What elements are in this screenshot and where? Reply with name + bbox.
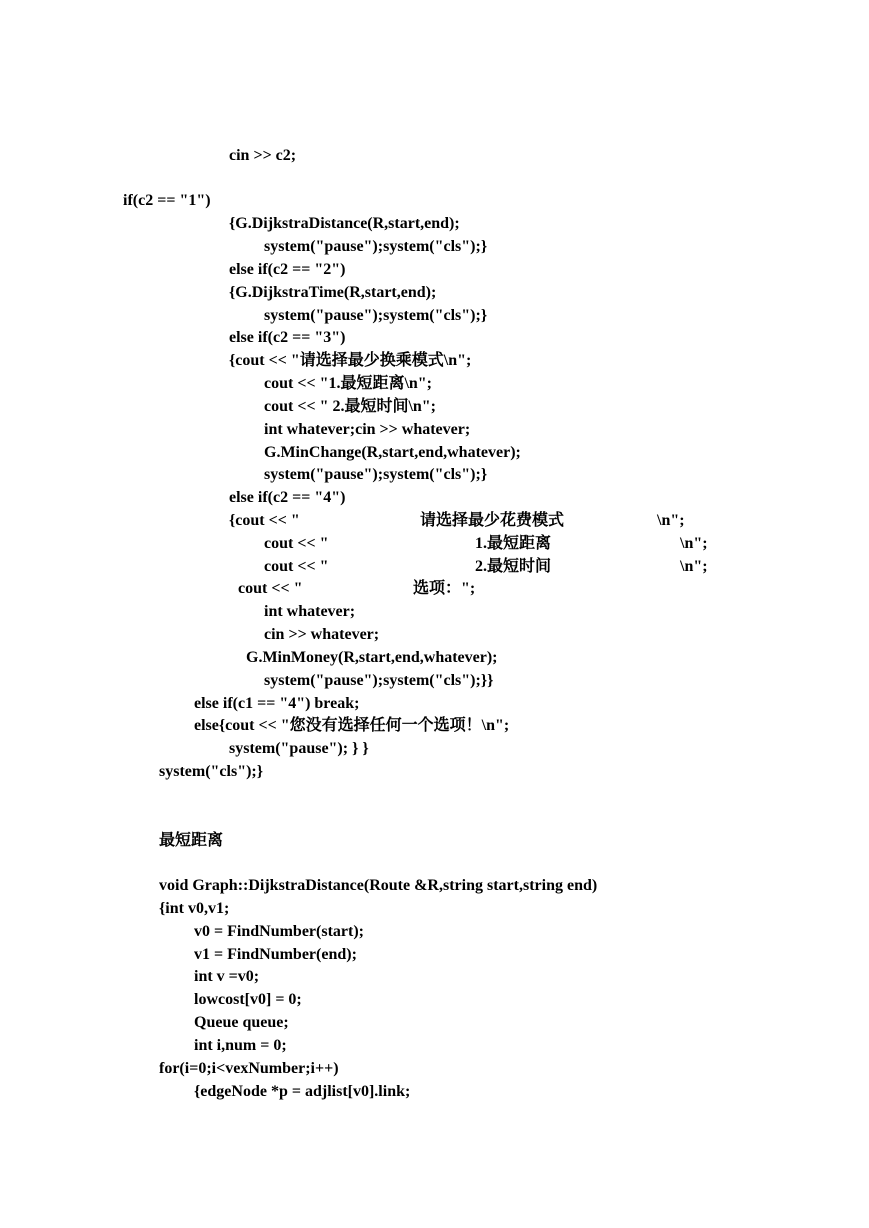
code-line: else if(c2 == "3")	[229, 329, 346, 346]
code-line: cin >> whatever;	[264, 626, 380, 643]
code-line: v0 = FindNumber(start);	[194, 923, 364, 940]
code-line-segment: 1.最短距离	[475, 535, 552, 552]
code-line: else if(c1 == "4") break;	[194, 695, 360, 712]
code-line: cin >> c2;	[229, 147, 297, 164]
code-line: {cout << "请选择最少换乘模式\n";	[229, 352, 472, 369]
code-line-segment: \n";	[680, 558, 708, 575]
code-line-segment: 请选择最少花费模式	[420, 512, 565, 529]
code-line: v1 = FindNumber(end);	[194, 946, 357, 963]
code-line: {G.DijkstraTime(R,start,end);	[229, 284, 437, 301]
code-line: else if(c2 == "2")	[229, 261, 346, 278]
code-line: system("pause");system("cls");}	[264, 307, 488, 324]
code-line: cout << "	[264, 535, 329, 552]
code-line: lowcost[v0] = 0;	[194, 991, 302, 1008]
code-line: cout << "1.最短距离\n";	[264, 375, 433, 392]
code-line: cout << "	[264, 558, 329, 575]
code-line: {int v0,v1;	[159, 900, 230, 917]
code-line: {cout << "	[229, 512, 300, 529]
code-line: else{cout << "您没有选择任何一个选项！\n";	[194, 717, 510, 734]
code-line: {G.DijkstraDistance(R,start,end);	[229, 215, 460, 232]
code-line-segment: 2.最短时间	[475, 558, 552, 575]
code-line: system("pause");system("cls");}	[264, 466, 488, 483]
code-line: if(c2 == "1")	[123, 192, 211, 209]
code-line: else if(c2 == "4")	[229, 489, 346, 506]
code-line: system("pause");system("cls");}	[264, 238, 488, 255]
code-line: cout << " 2.最短时间\n";	[264, 398, 437, 415]
code-line-segment: \n";	[680, 535, 708, 552]
code-line: int whatever;cin >> whatever;	[264, 421, 471, 438]
code-line: G.MinMoney(R,start,end,whatever);	[246, 649, 498, 666]
code-line: for(i=0;i<vexNumber;i++)	[159, 1060, 339, 1077]
code-line: Queue queue;	[194, 1014, 289, 1031]
code-line: int whatever;	[264, 603, 356, 620]
code-line: void Graph::DijkstraDistance(Route &R,string start,string end)	[159, 877, 598, 894]
code-line-segment: 选项：";	[413, 580, 476, 597]
code-line-segment: \n";	[657, 512, 685, 529]
code-line: int i,num = 0;	[194, 1037, 287, 1054]
code-line: system("cls");}	[159, 763, 264, 780]
code-line: G.MinChange(R,start,end,whatever);	[264, 444, 521, 461]
code-line: system("pause"); } }	[229, 740, 369, 757]
code-line: system("pause");system("cls");}}	[264, 672, 494, 689]
section-heading: 最短距离	[159, 832, 224, 849]
code-line: {edgeNode *p = adjlist[v0].link;	[194, 1083, 411, 1100]
code-line: int v =v0;	[194, 968, 260, 985]
code-line: cout << "	[238, 580, 303, 597]
